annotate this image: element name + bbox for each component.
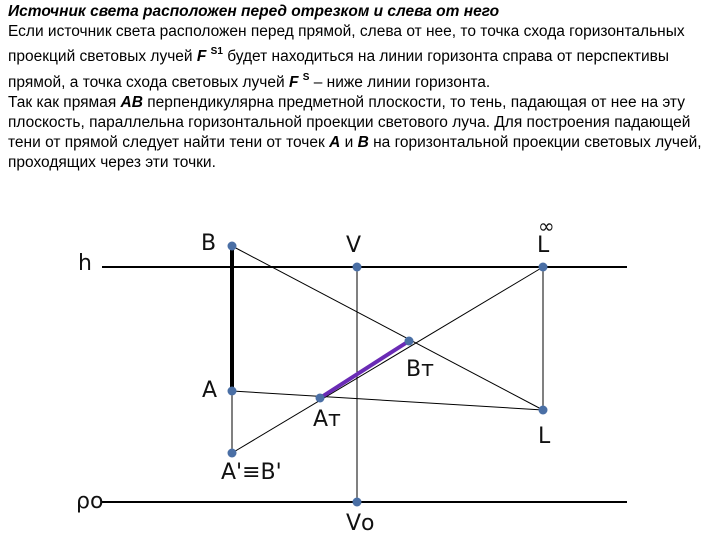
p2-and: и <box>340 134 358 152</box>
p1-text-c: – ниже линии горизонта. <box>309 73 491 91</box>
fs-label: F $^S$ <box>288 71 310 91</box>
label-p0: ρо <box>76 489 104 514</box>
point-v0 <box>353 498 362 507</box>
point-b <box>228 242 237 251</box>
point-aprime <box>228 449 237 458</box>
label-h: h <box>78 251 92 276</box>
p2-text-b: перпендикулярна предметной плоскости, то тень, падающая от нее на эту плоскость, параллельна горизонтальной проекции светового луча. Для построения падающей тени от прямой следует найти тени от точек <box>8 93 691 152</box>
label-infinity: ∞ <box>538 214 555 238</box>
label-l: L <box>538 424 551 449</box>
point-bt <box>405 337 414 346</box>
p1-text-a: Если источник света расположен перед прямой, слева от нее, то точка схода горизонтальных проекций световых лучей <box>8 23 685 66</box>
projection-line <box>232 267 543 453</box>
label-b: B <box>201 231 217 256</box>
label-a: A <box>202 378 218 403</box>
p1-text-b: будет находиться на линии горизонта справа от перспективы прямой, а точка схода световых лучей <box>8 48 669 91</box>
point-v <box>353 263 362 272</box>
label-bt: Bт <box>406 357 434 382</box>
point-at <box>316 394 325 403</box>
slide-title: Источник света расположен перед отрезком и слева от него <box>8 3 500 20</box>
label-v0: Vо <box>346 511 375 536</box>
label-aprime-bprime: A'≡B' <box>221 460 282 485</box>
p2-text-c: на горизонтальной проекции световых лучей, проходящих через эти точки. <box>8 134 702 172</box>
point-a <box>228 387 237 396</box>
point-l-inf <box>539 263 548 272</box>
label-v: V <box>346 233 362 258</box>
ray-b-to-l <box>232 246 543 410</box>
point-a-label: А <box>329 134 341 152</box>
label-l-inf: L <box>537 233 550 258</box>
fs1-label: F $^{S1}$ <box>196 46 223 66</box>
point-b-label: В <box>357 134 369 152</box>
p2-text-a: Так как прямая <box>8 93 121 111</box>
ab-label: АВ <box>120 93 143 111</box>
ray-a-to-l <box>232 391 543 410</box>
shadow-segment <box>320 341 409 398</box>
point-l <box>539 406 548 415</box>
label-at: Aт <box>313 407 341 432</box>
